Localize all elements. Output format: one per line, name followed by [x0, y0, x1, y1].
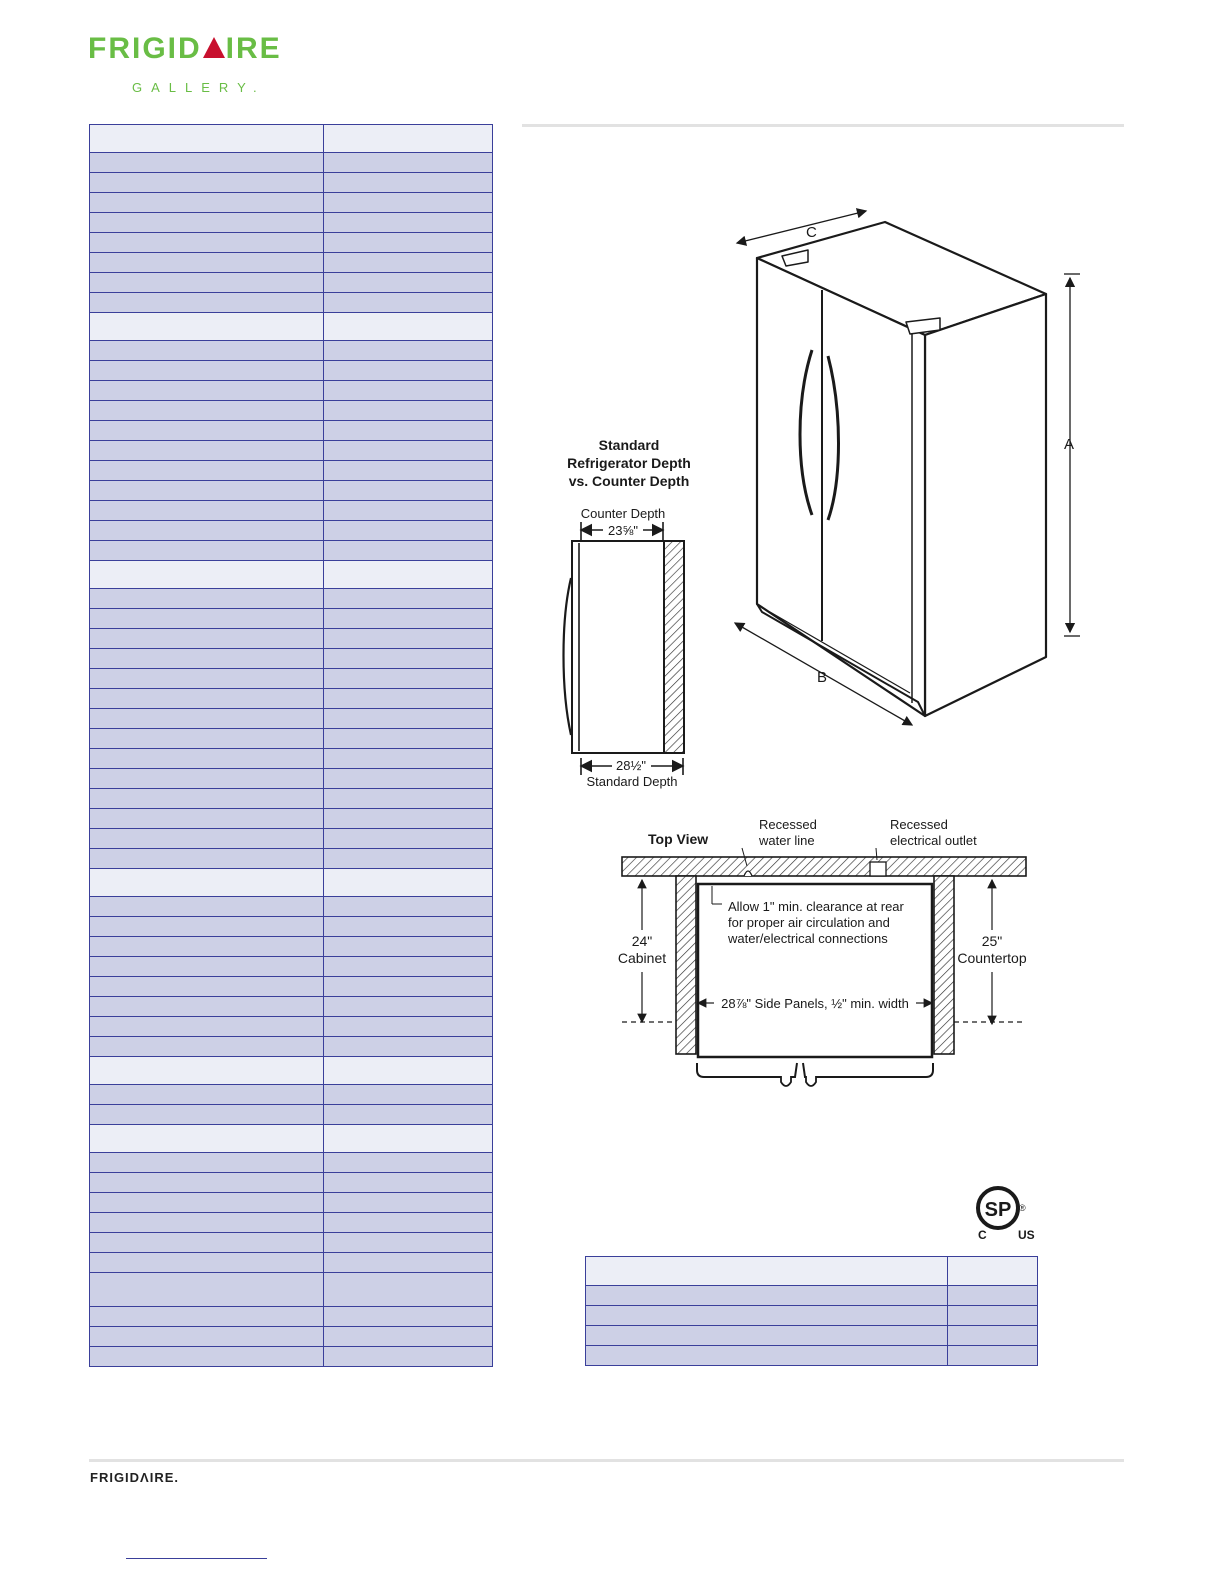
cabinet-depth-value: 24": [631, 933, 653, 949]
standard-depth-label: Standard Depth: [586, 774, 678, 789]
clearance-note-2: for proper air circulation and: [728, 915, 890, 930]
table-cell: [586, 1306, 948, 1326]
table-cell: [948, 1346, 1038, 1366]
registered-icon: ®: [1019, 1203, 1026, 1213]
table-cell: [586, 1286, 948, 1306]
csa-c-label: C: [978, 1228, 987, 1242]
logo-text-right: IRE: [225, 32, 282, 65]
table-cell: [948, 1257, 1038, 1286]
clearance-note-1: Allow 1" min. clearance at rear: [728, 899, 904, 914]
outlet-label-1: Recessed: [890, 817, 948, 832]
side-panels-label: 28⅞" Side Panels, ½" min. width: [721, 996, 909, 1011]
table-cell: [586, 1346, 948, 1366]
table-cell: [586, 1257, 948, 1286]
dimension-label-a: A: [1064, 436, 1075, 453]
table-header-row: [586, 1257, 1038, 1286]
side-title-line-3: vs. Counter Depth: [568, 473, 690, 489]
outlet-label-2: electrical outlet: [890, 833, 977, 848]
csa-us-label: US: [1018, 1228, 1035, 1242]
dimension-label-b: B: [817, 669, 828, 686]
logo-subtitle: GALLERY.: [132, 80, 266, 95]
water-line-label-2: water line: [759, 833, 815, 848]
standard-depth-value: 28½": [616, 758, 646, 773]
clearance-note-3: water/electrical connections: [728, 931, 888, 946]
footer-logo: FRIGIDΛIRE.: [90, 1470, 180, 1485]
csa-mark-text: SP: [984, 1199, 1012, 1221]
logo-text-left: FRIGID: [88, 32, 202, 65]
countertop-depth-value: 25": [981, 933, 1003, 949]
side-view-drawing: [564, 522, 685, 775]
side-title-line-2: Refrigerator Depth: [567, 455, 691, 471]
table-cell: [948, 1326, 1038, 1346]
water-line-label-1: Recessed: [759, 817, 817, 832]
top-view-drawing: [622, 848, 1026, 1086]
table-cell: [948, 1306, 1038, 1326]
table-cell: [948, 1286, 1038, 1306]
counter-depth-value: 23⅝": [608, 523, 638, 538]
table-row: [586, 1346, 1038, 1366]
table-row: [586, 1306, 1038, 1326]
certification-table: [585, 1256, 1038, 1366]
countertop-depth-label: Countertop: [957, 950, 1027, 966]
bottom-divider: [89, 1459, 1124, 1462]
table-row: [586, 1326, 1038, 1346]
top-view-title: Top View: [648, 831, 709, 847]
footer-link-underline[interactable]: [126, 1558, 267, 1559]
csa-certification-mark: [972, 1182, 1042, 1244]
side-title-line-1: Standard: [598, 437, 660, 453]
refrigerator-isometric-drawing: [757, 222, 1046, 716]
table-cell: [586, 1326, 948, 1346]
cabinet-depth-label: Cabinet: [617, 950, 667, 966]
table-row: [586, 1286, 1038, 1306]
dimension-label-c: C: [806, 224, 817, 241]
counter-depth-label: Counter Depth: [580, 506, 666, 521]
